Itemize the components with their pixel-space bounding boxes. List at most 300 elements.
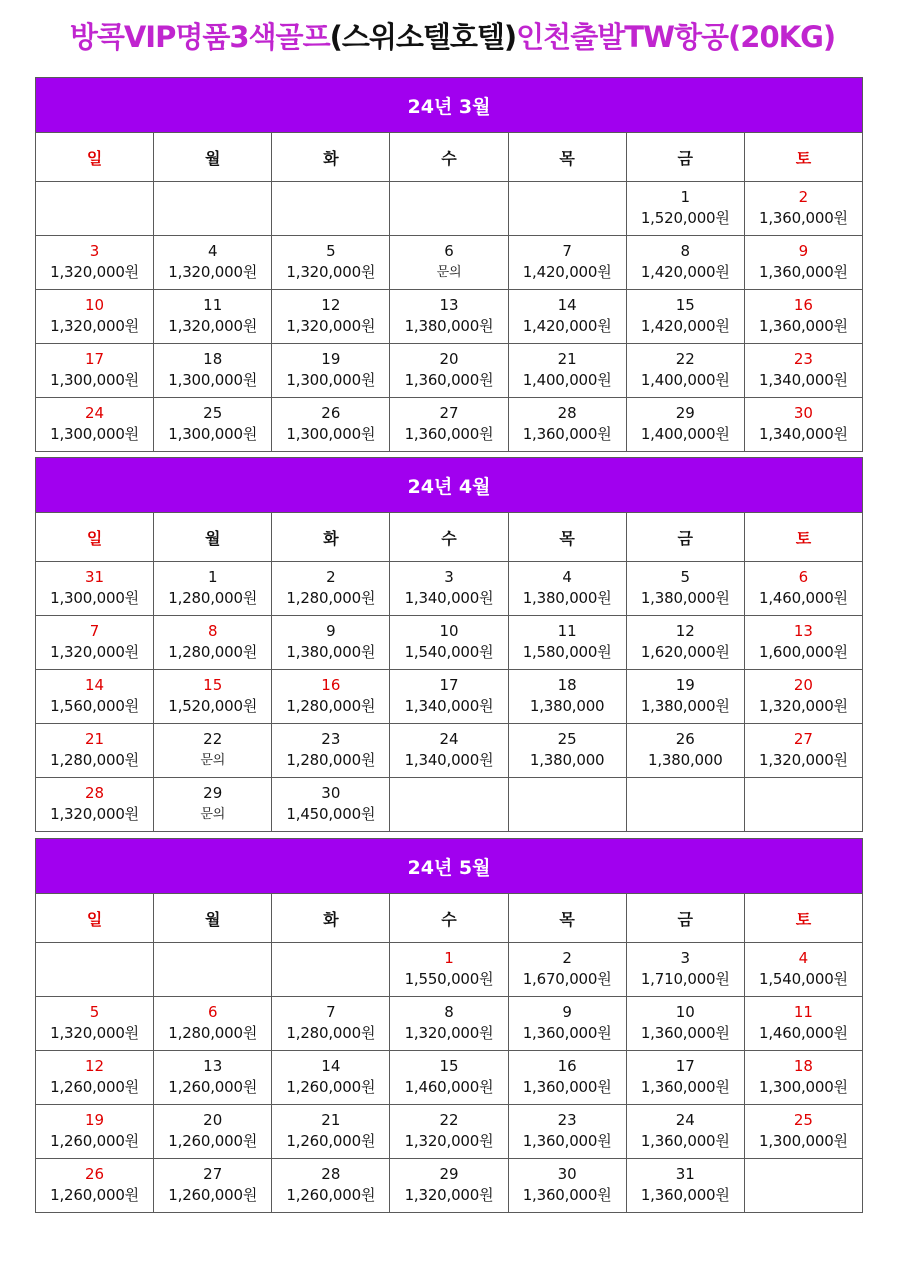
day-cell[interactable] bbox=[36, 1051, 154, 1105]
day-price: 1,600,000원 bbox=[759, 642, 848, 661]
day-number: 21 bbox=[85, 729, 105, 748]
day-number: 16 bbox=[793, 295, 813, 314]
day-cell[interactable] bbox=[390, 724, 508, 778]
day-number: 12 bbox=[321, 295, 341, 314]
day-price: 1,360,000원 bbox=[522, 1023, 612, 1042]
day-price: 1,360,000원 bbox=[522, 1185, 612, 1204]
day-cell[interactable] bbox=[744, 398, 862, 452]
calendar-march bbox=[35, 77, 863, 452]
day-price: 1,300,000원 bbox=[50, 424, 139, 443]
day-cell[interactable] bbox=[390, 1105, 508, 1159]
weekday-header: 월 bbox=[154, 133, 272, 182]
day-price: 1,260,000원 bbox=[168, 1131, 258, 1150]
day-price: 1,320,000원 bbox=[168, 262, 258, 281]
weekday-header: 일 bbox=[36, 513, 154, 562]
day-cell[interactable] bbox=[626, 670, 744, 724]
day-cell[interactable] bbox=[154, 724, 272, 778]
day-number: 2 bbox=[798, 187, 809, 206]
day-number: 31 bbox=[85, 567, 105, 586]
day-number: 19 bbox=[85, 1110, 105, 1129]
day-number: 24 bbox=[439, 729, 459, 748]
day-number: 25 bbox=[203, 403, 223, 422]
day-number: 26 bbox=[321, 403, 341, 422]
empty-day-cell bbox=[154, 943, 272, 997]
day-number: 12 bbox=[85, 1056, 105, 1075]
day-cell[interactable] bbox=[272, 290, 390, 344]
day-number: 14 bbox=[557, 295, 577, 314]
day-cell[interactable] bbox=[744, 562, 862, 616]
day-number: 1 bbox=[207, 567, 218, 586]
day-cell[interactable] bbox=[154, 1051, 272, 1105]
weekday-header: 목 bbox=[508, 513, 626, 562]
day-cell[interactable] bbox=[272, 997, 390, 1051]
day-number: 29 bbox=[439, 1164, 459, 1183]
day-price: 1,360,000원 bbox=[640, 1023, 730, 1042]
day-cell[interactable] bbox=[272, 562, 390, 616]
day-price: 1,460,000원 bbox=[759, 1023, 848, 1042]
weekday-header: 월 bbox=[154, 513, 272, 562]
day-cell[interactable] bbox=[744, 182, 862, 236]
day-number: 4 bbox=[207, 241, 218, 260]
day-cell[interactable] bbox=[36, 670, 154, 724]
day-number: 24 bbox=[85, 403, 105, 422]
day-cell[interactable] bbox=[626, 997, 744, 1051]
day-number: 22 bbox=[203, 729, 223, 748]
day-number: 25 bbox=[793, 1110, 813, 1129]
day-price: 1,420,000원 bbox=[522, 262, 612, 281]
day-price: 1,360,000원 bbox=[404, 424, 494, 443]
day-cell[interactable] bbox=[154, 290, 272, 344]
day-cell[interactable] bbox=[744, 670, 862, 724]
empty-day-cell bbox=[626, 778, 744, 832]
day-cell[interactable] bbox=[626, 398, 744, 452]
day-price: 1,620,000원 bbox=[640, 642, 730, 661]
day-cell[interactable] bbox=[36, 290, 154, 344]
day-cell[interactable] bbox=[626, 290, 744, 344]
day-number: 12 bbox=[675, 621, 695, 640]
day-number: 15 bbox=[203, 675, 223, 694]
day-price: 1,300,000원 bbox=[168, 424, 258, 443]
empty-day-cell bbox=[36, 943, 154, 997]
day-cell[interactable] bbox=[272, 778, 390, 832]
day-number: 26 bbox=[675, 729, 695, 748]
day-number: 16 bbox=[321, 675, 341, 694]
day-price: 1,380,000원 bbox=[286, 642, 376, 661]
day-price: 1,300,000원 bbox=[50, 588, 139, 607]
day-price: 1,300,000원 bbox=[286, 424, 376, 443]
weekday-header: 토 bbox=[744, 513, 862, 562]
day-number: 17 bbox=[675, 1056, 695, 1075]
day-price: 1,280,000원 bbox=[168, 1023, 258, 1042]
day-cell[interactable] bbox=[626, 1159, 744, 1213]
day-price: 1,300,000원 bbox=[168, 370, 258, 389]
day-price: 1,540,000원 bbox=[759, 969, 848, 988]
day-number: 20 bbox=[793, 675, 813, 694]
day-price: 1,280,000원 bbox=[168, 588, 258, 607]
weekday-header: 화 bbox=[272, 894, 390, 943]
day-number: 10 bbox=[85, 295, 105, 314]
day-price: 1,320,000원 bbox=[50, 1023, 139, 1042]
day-price: 1,260,000원 bbox=[168, 1077, 258, 1096]
day-price: 1,460,000원 bbox=[759, 588, 848, 607]
empty-day-cell bbox=[272, 943, 390, 997]
day-cell[interactable] bbox=[390, 562, 508, 616]
day-cell[interactable] bbox=[154, 997, 272, 1051]
weekday-header: 일 bbox=[36, 133, 154, 182]
day-cell[interactable] bbox=[508, 1159, 626, 1213]
day-number: 13 bbox=[439, 295, 459, 314]
day-number: 30 bbox=[321, 783, 341, 802]
empty-day-cell bbox=[508, 182, 626, 236]
weekday-header: 금 bbox=[626, 513, 744, 562]
day-price: 1,400,000원 bbox=[522, 370, 612, 389]
day-cell[interactable] bbox=[508, 290, 626, 344]
day-number: 28 bbox=[557, 403, 577, 422]
empty-day-cell bbox=[390, 182, 508, 236]
empty-day-cell bbox=[36, 182, 154, 236]
day-number: 28 bbox=[321, 1164, 341, 1183]
day-number: 18 bbox=[557, 675, 577, 694]
day-number: 17 bbox=[85, 349, 105, 368]
day-cell[interactable] bbox=[36, 236, 154, 290]
day-price: 1,560,000원 bbox=[50, 696, 139, 715]
day-price: 1,280,000원 bbox=[286, 750, 376, 769]
day-cell[interactable] bbox=[154, 562, 272, 616]
empty-day-cell bbox=[154, 182, 272, 236]
day-price: 1,320,000원 bbox=[759, 696, 848, 715]
day-number: 8 bbox=[444, 1002, 454, 1021]
day-number: 1 bbox=[444, 948, 454, 967]
day-cell[interactable] bbox=[272, 1051, 390, 1105]
day-number: 14 bbox=[85, 675, 105, 694]
day-number: 5 bbox=[326, 241, 336, 260]
day-price: 1,260,000원 bbox=[50, 1131, 139, 1150]
day-number: 7 bbox=[562, 241, 572, 260]
day-cell[interactable] bbox=[36, 778, 154, 832]
day-price: 1,300,000원 bbox=[50, 370, 139, 389]
day-price: 1,280,000원 bbox=[286, 696, 376, 715]
day-price: 1,280,000원 bbox=[286, 1023, 376, 1042]
title-part-2: (스위소텔호텔) bbox=[329, 20, 517, 54]
day-number: 14 bbox=[321, 1056, 341, 1075]
day-number: 26 bbox=[85, 1164, 105, 1183]
day-price: 1,380,000원 bbox=[640, 588, 730, 607]
day-cell[interactable] bbox=[36, 997, 154, 1051]
day-number: 30 bbox=[793, 403, 813, 422]
day-price: 1,320,000원 bbox=[50, 642, 139, 661]
day-cell[interactable] bbox=[154, 778, 272, 832]
day-cell[interactable] bbox=[626, 182, 744, 236]
day-cell[interactable] bbox=[36, 1105, 154, 1159]
page-title bbox=[0, 12, 905, 62]
day-price: 1,340,000원 bbox=[759, 370, 848, 389]
day-cell[interactable] bbox=[626, 943, 744, 997]
day-price: 1,380,000 bbox=[529, 696, 605, 715]
day-number: 3 bbox=[444, 567, 454, 586]
day-cell[interactable] bbox=[508, 724, 626, 778]
empty-day-cell bbox=[744, 778, 862, 832]
weekday-header: 월 bbox=[154, 894, 272, 943]
day-number: 11 bbox=[793, 1002, 813, 1021]
day-cell[interactable] bbox=[744, 997, 862, 1051]
day-number: 19 bbox=[321, 349, 341, 368]
weekday-header: 토 bbox=[744, 133, 862, 182]
day-cell[interactable] bbox=[508, 398, 626, 452]
month-header: 24년 3월 bbox=[36, 78, 863, 133]
day-price: 1,340,000원 bbox=[404, 696, 494, 715]
day-price: 1,300,000원 bbox=[286, 370, 376, 389]
day-price: 1,420,000원 bbox=[522, 316, 612, 335]
empty-day-cell bbox=[508, 778, 626, 832]
day-number: 9 bbox=[562, 1002, 572, 1021]
day-price: 1,320,000원 bbox=[50, 316, 139, 335]
day-number: 22 bbox=[675, 349, 695, 368]
day-cell[interactable] bbox=[744, 943, 862, 997]
day-number: 21 bbox=[321, 1110, 341, 1129]
weekday-header: 화 bbox=[272, 513, 390, 562]
day-price: 1,320,000원 bbox=[404, 1131, 494, 1150]
day-cell[interactable] bbox=[508, 562, 626, 616]
day-cell[interactable] bbox=[508, 616, 626, 670]
day-cell[interactable] bbox=[390, 943, 508, 997]
day-number: 5 bbox=[89, 1002, 100, 1021]
day-cell[interactable] bbox=[36, 1159, 154, 1213]
day-cell[interactable] bbox=[626, 1105, 744, 1159]
day-cell[interactable] bbox=[744, 1105, 862, 1159]
day-number: 20 bbox=[203, 1110, 223, 1129]
day-number: 1 bbox=[680, 187, 691, 206]
weekday-header: 금 bbox=[626, 894, 744, 943]
weekday-header: 토 bbox=[744, 894, 862, 943]
day-number: 2 bbox=[562, 948, 572, 967]
day-cell[interactable] bbox=[390, 344, 508, 398]
day-price: 1,580,000원 bbox=[522, 642, 612, 661]
day-cell[interactable] bbox=[272, 670, 390, 724]
day-cell[interactable] bbox=[744, 290, 862, 344]
day-number: 15 bbox=[439, 1056, 459, 1075]
day-number: 4 bbox=[798, 948, 809, 967]
day-price: 1,400,000원 bbox=[640, 370, 730, 389]
day-price: 1,280,000원 bbox=[168, 642, 258, 661]
day-number: 3 bbox=[680, 948, 691, 967]
day-price: 1,420,000원 bbox=[640, 262, 730, 281]
day-number: 31 bbox=[675, 1164, 695, 1183]
day-cell[interactable] bbox=[36, 616, 154, 670]
day-cell[interactable] bbox=[272, 724, 390, 778]
day-cell[interactable] bbox=[154, 344, 272, 398]
day-number: 6 bbox=[207, 1002, 218, 1021]
day-cell[interactable] bbox=[390, 1051, 508, 1105]
day-price: 1,320,000원 bbox=[286, 316, 376, 335]
day-price: 1,360,000원 bbox=[640, 1131, 730, 1150]
day-cell[interactable] bbox=[390, 1159, 508, 1213]
day-cell[interactable] bbox=[626, 344, 744, 398]
day-price: 1,360,000원 bbox=[640, 1185, 730, 1204]
day-price: 1,540,000원 bbox=[404, 642, 494, 661]
day-price: 문의 bbox=[200, 806, 226, 822]
day-price: 1,380,000원 bbox=[522, 588, 612, 607]
day-price: 1,280,000원 bbox=[286, 588, 376, 607]
day-cell[interactable] bbox=[508, 1105, 626, 1159]
weekday-header: 수 bbox=[390, 894, 508, 943]
empty-day-cell bbox=[272, 182, 390, 236]
day-price: 1,400,000원 bbox=[640, 424, 730, 443]
day-number: 23 bbox=[321, 729, 341, 748]
day-price: 1,280,000원 bbox=[50, 750, 139, 769]
day-cell[interactable] bbox=[36, 344, 154, 398]
day-cell[interactable] bbox=[154, 236, 272, 290]
day-cell[interactable] bbox=[154, 1159, 272, 1213]
day-price: 1,260,000원 bbox=[168, 1185, 258, 1204]
day-price: 1,380,000 bbox=[648, 750, 723, 769]
day-cell[interactable] bbox=[508, 943, 626, 997]
empty-day-cell bbox=[390, 778, 508, 832]
day-price: 1,340,000원 bbox=[404, 750, 494, 769]
day-price: 1,360,000원 bbox=[522, 424, 612, 443]
day-number: 22 bbox=[439, 1110, 459, 1129]
weekday-header: 목 bbox=[508, 894, 626, 943]
day-price: 1,320,000원 bbox=[50, 262, 139, 281]
day-price: 1,340,000원 bbox=[404, 588, 494, 607]
day-cell[interactable] bbox=[36, 562, 154, 616]
month-header: 24년 5월 bbox=[36, 839, 863, 894]
day-cell[interactable] bbox=[154, 1105, 272, 1159]
day-cell[interactable] bbox=[744, 724, 862, 778]
day-cell[interactable] bbox=[272, 1105, 390, 1159]
day-number: 19 bbox=[675, 675, 695, 694]
day-price: 1,550,000원 bbox=[404, 969, 494, 988]
day-cell[interactable] bbox=[390, 236, 508, 290]
day-price: 1,300,000원 bbox=[759, 1131, 848, 1150]
day-cell[interactable] bbox=[626, 1051, 744, 1105]
day-cell[interactable] bbox=[626, 616, 744, 670]
day-cell[interactable] bbox=[272, 344, 390, 398]
day-cell[interactable] bbox=[390, 398, 508, 452]
month-header: 24년 4월 bbox=[36, 458, 863, 513]
day-number: 6 bbox=[444, 241, 454, 260]
day-price: 1,380,000원 bbox=[404, 316, 494, 335]
day-cell[interactable] bbox=[390, 290, 508, 344]
calendar-april bbox=[35, 457, 863, 832]
day-cell[interactable] bbox=[154, 398, 272, 452]
day-cell[interactable] bbox=[508, 997, 626, 1051]
day-price: 1,300,000원 bbox=[759, 1077, 848, 1096]
day-number: 23 bbox=[557, 1110, 577, 1129]
day-price: 1,320,000원 bbox=[759, 750, 848, 769]
day-number: 27 bbox=[793, 729, 813, 748]
day-cell[interactable] bbox=[508, 1051, 626, 1105]
day-number: 7 bbox=[326, 1002, 336, 1021]
empty-day-cell bbox=[744, 1159, 862, 1213]
day-cell[interactable] bbox=[272, 236, 390, 290]
day-number: 16 bbox=[557, 1056, 577, 1075]
day-cell[interactable] bbox=[508, 670, 626, 724]
day-number: 11 bbox=[203, 295, 223, 314]
day-number: 21 bbox=[557, 349, 577, 368]
day-number: 15 bbox=[675, 295, 695, 314]
day-number: 9 bbox=[798, 241, 809, 260]
day-price: 문의 bbox=[200, 752, 226, 768]
day-price: 1,450,000원 bbox=[286, 804, 376, 823]
day-number: 18 bbox=[793, 1056, 813, 1075]
day-number: 8 bbox=[680, 241, 691, 260]
day-number: 24 bbox=[675, 1110, 695, 1129]
day-price: 1,260,000원 bbox=[286, 1185, 376, 1204]
day-price: 1,670,000원 bbox=[522, 969, 612, 988]
day-price: 1,320,000원 bbox=[404, 1023, 494, 1042]
day-cell[interactable] bbox=[626, 236, 744, 290]
day-price: 1,360,000원 bbox=[522, 1131, 612, 1150]
day-cell[interactable] bbox=[36, 724, 154, 778]
day-cell[interactable] bbox=[744, 616, 862, 670]
day-cell[interactable] bbox=[508, 344, 626, 398]
day-price: 문의 bbox=[436, 264, 462, 280]
weekday-header: 화 bbox=[272, 133, 390, 182]
day-number: 29 bbox=[203, 783, 223, 802]
day-price: 1,520,000원 bbox=[168, 696, 258, 715]
day-price: 1,360,000원 bbox=[759, 208, 848, 227]
day-price: 1,260,000원 bbox=[286, 1131, 376, 1150]
day-price: 1,360,000원 bbox=[640, 1077, 730, 1096]
day-cell[interactable] bbox=[154, 616, 272, 670]
day-number: 8 bbox=[207, 621, 218, 640]
day-number: 9 bbox=[326, 621, 336, 640]
day-cell[interactable] bbox=[154, 670, 272, 724]
weekday-header: 금 bbox=[626, 133, 744, 182]
title-part-1: 방콕VIP명품3색골프 bbox=[69, 20, 330, 54]
day-price: 1,260,000원 bbox=[286, 1077, 376, 1096]
day-cell[interactable] bbox=[744, 1051, 862, 1105]
day-price: 1,380,000원 bbox=[640, 696, 730, 715]
day-number: 10 bbox=[439, 621, 459, 640]
day-number: 3 bbox=[89, 241, 100, 260]
day-number: 2 bbox=[326, 567, 336, 586]
day-price: 1,710,000원 bbox=[640, 969, 730, 988]
day-number: 30 bbox=[557, 1164, 577, 1183]
day-cell[interactable] bbox=[390, 997, 508, 1051]
day-number: 29 bbox=[675, 403, 695, 422]
day-number: 23 bbox=[793, 349, 813, 368]
day-cell[interactable] bbox=[272, 616, 390, 670]
day-number: 20 bbox=[439, 349, 459, 368]
day-cell[interactable] bbox=[390, 616, 508, 670]
day-cell[interactable] bbox=[390, 670, 508, 724]
day-cell[interactable] bbox=[744, 344, 862, 398]
day-price: 1,360,000원 bbox=[759, 262, 848, 281]
day-cell[interactable] bbox=[626, 724, 744, 778]
weekday-header: 목 bbox=[508, 133, 626, 182]
weekday-header: 수 bbox=[390, 133, 508, 182]
day-number: 10 bbox=[675, 1002, 695, 1021]
day-number: 7 bbox=[89, 621, 100, 640]
day-number: 5 bbox=[680, 567, 691, 586]
day-cell[interactable] bbox=[744, 236, 862, 290]
day-number: 27 bbox=[203, 1164, 223, 1183]
day-price: 1,260,000원 bbox=[50, 1185, 139, 1204]
day-cell[interactable] bbox=[626, 562, 744, 616]
day-cell[interactable] bbox=[508, 236, 626, 290]
day-price: 1,360,000원 bbox=[404, 370, 494, 389]
day-cell[interactable] bbox=[272, 1159, 390, 1213]
day-cell[interactable] bbox=[36, 398, 154, 452]
day-number: 6 bbox=[798, 567, 809, 586]
day-price: 1,360,000원 bbox=[759, 316, 848, 335]
day-price: 1,380,000 bbox=[529, 750, 605, 769]
day-price: 1,320,000원 bbox=[50, 804, 139, 823]
day-cell[interactable] bbox=[272, 398, 390, 452]
day-number: 25 bbox=[557, 729, 577, 748]
title-part-3: 인천출발TW항공(20KG) bbox=[516, 20, 836, 54]
